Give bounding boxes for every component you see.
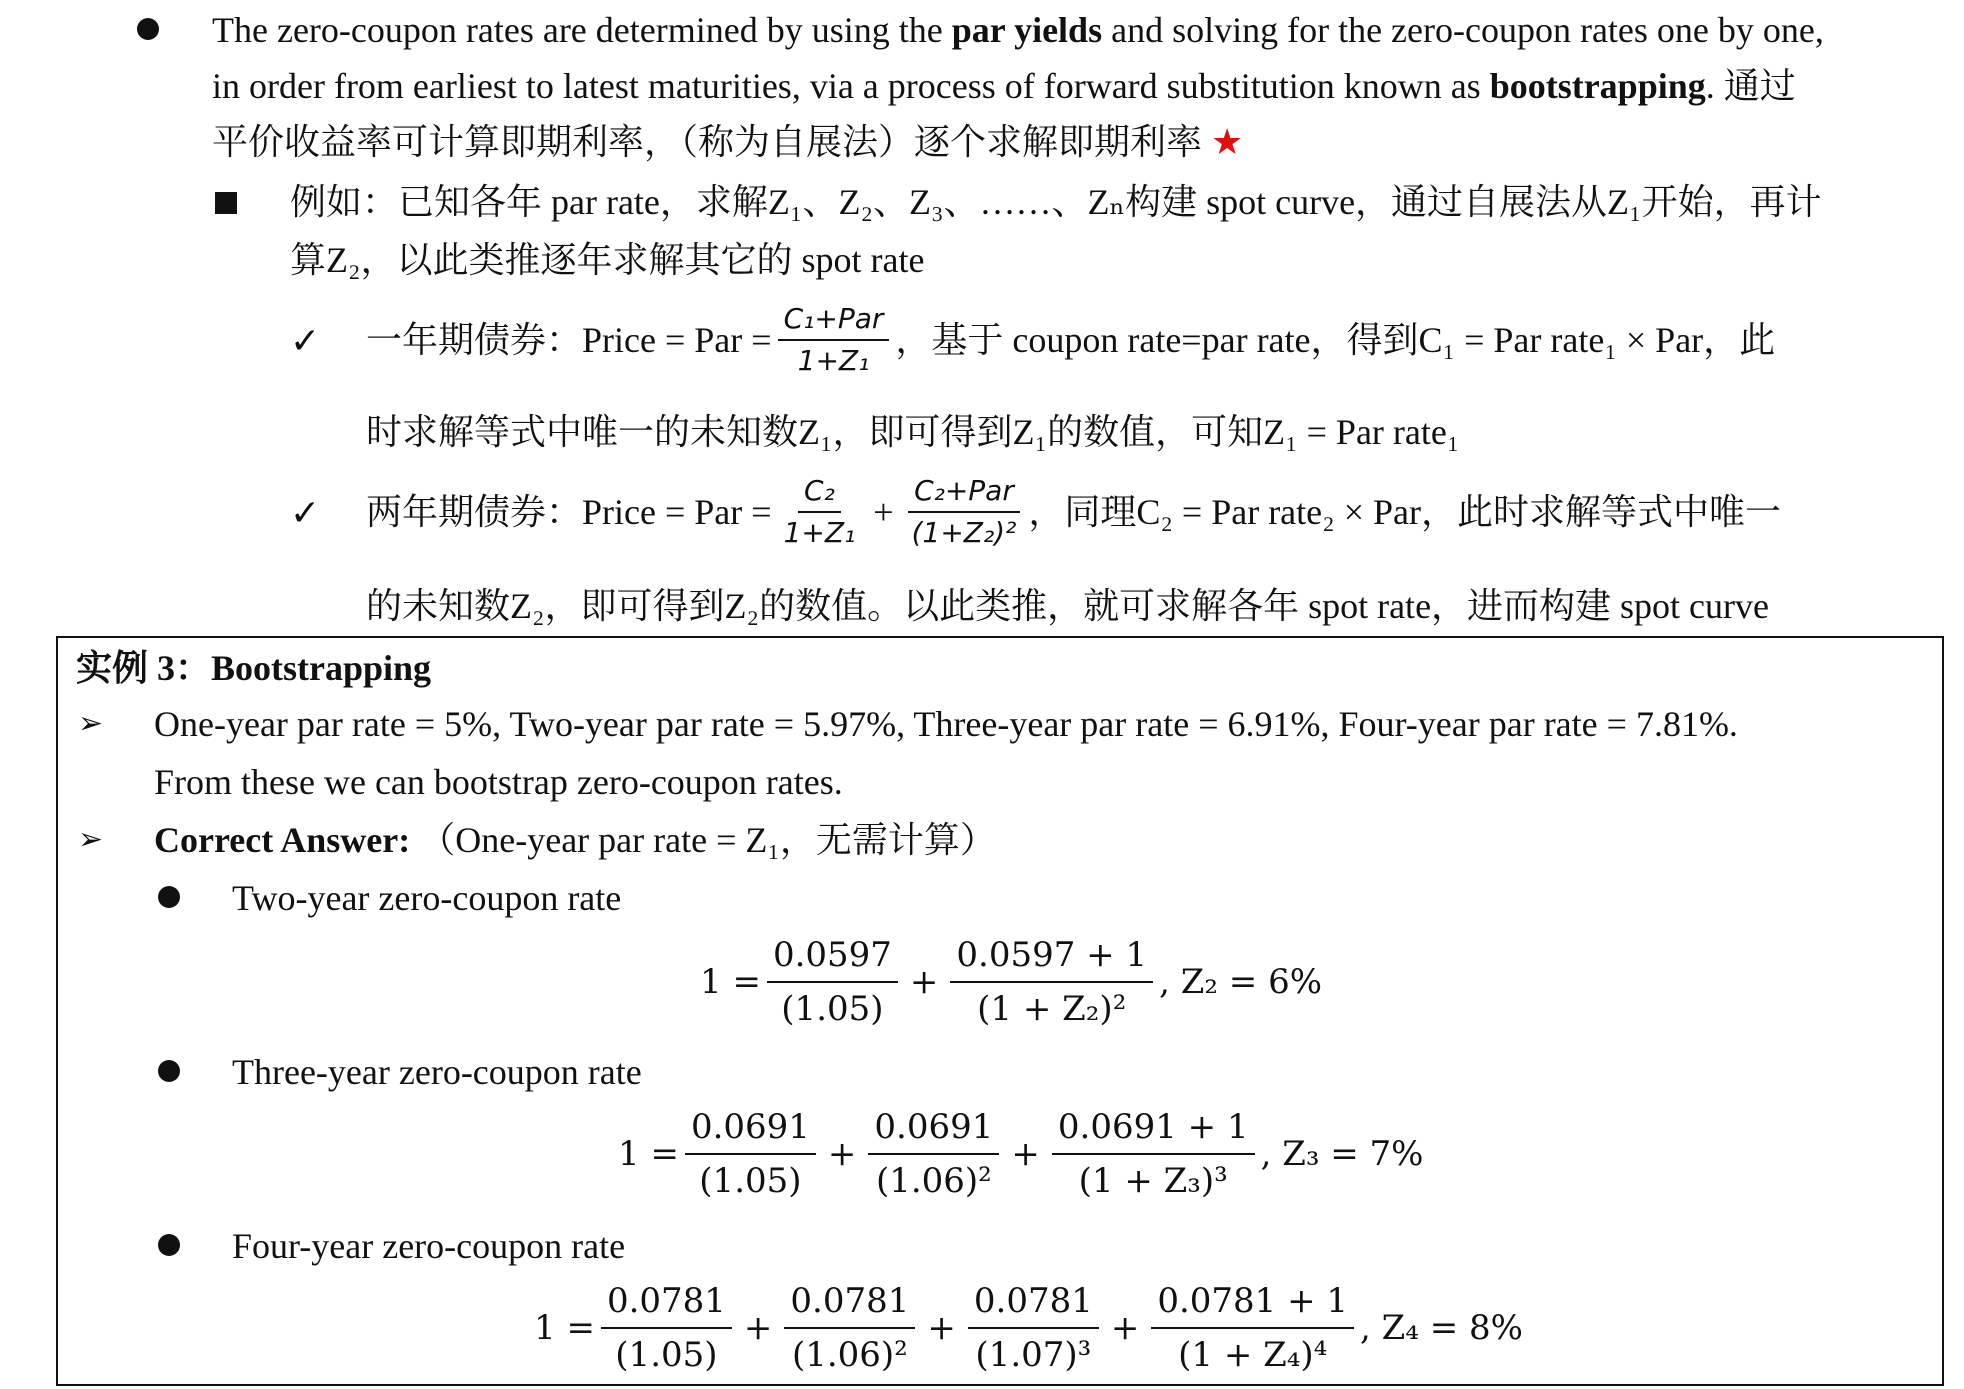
term-bootstrapping: bootstrapping xyxy=(1489,66,1706,106)
equation-fraction xyxy=(950,932,1153,1032)
intro-text: The zero-coupon rates are determined by using the xyxy=(212,10,952,50)
par-rates-text: One-year par rate = 5%, Two-year par rate = 5.97%, Three-year par rate = 6.91%, Four-year par rate = 7.81%. xyxy=(154,704,1738,744)
example-text: 算Z₂，以此类推逐年求解其它的 spot rate xyxy=(290,240,925,280)
fraction-numerator: 0.0781 xyxy=(601,1278,732,1329)
two-year-line-2 xyxy=(366,578,1769,634)
equation-fraction xyxy=(968,1278,1099,1378)
checkmark-icon: ✓ xyxy=(290,493,321,534)
fraction-denominator: (1 + Z₃)³ xyxy=(1078,1161,1228,1201)
fraction-denominator: (1.05) xyxy=(781,989,884,1029)
equation-fraction xyxy=(767,932,898,1032)
two-year-prefix: 两年期债券：Price = Par = xyxy=(366,492,772,532)
bullet-dot-icon xyxy=(158,1060,180,1082)
fraction-denominator: (1+Z₂)² xyxy=(911,516,1017,549)
equation-result: , Z₄ = 8% xyxy=(1360,1308,1523,1348)
answer-note: （One-year par rate = Z₁，无需计算） xyxy=(419,820,996,860)
fraction-denominator: (1.07)³ xyxy=(975,1335,1092,1375)
fraction-denominator: 1+Z₁ xyxy=(797,344,870,377)
arrow-bullet-icon: ➢ xyxy=(78,822,104,857)
plus-sign: + xyxy=(873,492,894,532)
box-title xyxy=(76,640,431,696)
one-year-fraction xyxy=(778,302,890,378)
term-par-yields: par yields xyxy=(951,10,1103,50)
equation-fraction xyxy=(1052,1104,1255,1204)
four-year-zero-label xyxy=(232,1218,625,1274)
fraction-numerator: 0.0691 + 1 xyxy=(1052,1104,1255,1155)
fraction-numerator: 0.0597 + 1 xyxy=(950,932,1153,983)
intro-text: in order from earliest to latest maturities, via a process of forward substitution known as xyxy=(212,66,1490,106)
two-year-line-1 xyxy=(366,474,1781,550)
box-para-line-2 xyxy=(154,754,843,810)
box-para-line-1 xyxy=(154,696,1738,752)
equation-lhs: 1 = xyxy=(618,1134,679,1174)
equation-fraction xyxy=(784,1278,915,1378)
fraction-numerator: C₁+Par xyxy=(778,302,890,341)
fraction-numerator: 0.0781 xyxy=(784,1278,915,1329)
intro-text-cn: 平价收益率可计算即期利率，（称为自展法）逐个求解即期利率 xyxy=(212,122,1203,162)
fraction-denominator: (1 + Z₄)⁴ xyxy=(1178,1335,1328,1375)
equation-result: , Z₂ = 6% xyxy=(1159,962,1323,1002)
fraction-denominator: 1+Z₁ xyxy=(783,516,856,549)
plus-sign: + xyxy=(927,1308,956,1348)
fraction-denominator: (1.05) xyxy=(699,1161,802,1201)
equation-fraction xyxy=(868,1104,999,1204)
par-rates-text: From these we can bootstrap zero-coupon rates. xyxy=(154,762,843,802)
intro-line-2 xyxy=(212,58,1796,114)
equation-fraction xyxy=(1151,1278,1354,1378)
one-year-line-1 xyxy=(366,302,1775,378)
square-bullet-icon xyxy=(215,192,237,214)
label-text: Three-year zero-coupon rate xyxy=(232,1052,642,1092)
fraction-numerator: 0.0597 xyxy=(767,932,898,983)
example-text: 例如：已知各年 par rate，求解Z₁、Z₂、Z₃、……、Zₙ构建 spot curve，通过自展法从Z₁开始，再计 xyxy=(290,182,1822,222)
fraction-numerator: 0.0691 xyxy=(685,1104,816,1155)
bullet-dot-icon xyxy=(137,18,159,40)
fraction-numerator: 0.0691 xyxy=(868,1104,999,1155)
equation-three-year xyxy=(618,1104,1424,1204)
fraction-denominator: (1 + Z₂)² xyxy=(977,989,1127,1029)
three-year-zero-label xyxy=(232,1044,642,1100)
one-year-prefix: 一年期债券：Price = Par = xyxy=(366,320,772,360)
two-year-fraction-2 xyxy=(906,474,1023,550)
plus-sign: + xyxy=(1110,1308,1140,1348)
label-text: Four-year zero-coupon rate xyxy=(232,1226,626,1266)
equation-fraction xyxy=(685,1104,816,1204)
label-text: Two-year zero-coupon rate xyxy=(232,878,622,918)
example-line-1 xyxy=(290,174,1822,230)
example-line-2 xyxy=(290,232,925,288)
intro-text: . 通过 xyxy=(1705,66,1796,106)
plus-sign: + xyxy=(1011,1134,1040,1174)
two-year-suffix: ，同理C₂ = Par rate₂ × Par，此时求解等式中唯一 xyxy=(1028,492,1781,532)
answer-line xyxy=(154,812,996,868)
equation-four-year xyxy=(534,1278,1523,1378)
star-icon: ★ xyxy=(1211,122,1244,163)
intro-text: and solving for the zero-coupon rates one by one, xyxy=(1102,10,1824,50)
bullet-dot-icon xyxy=(158,1234,180,1256)
bullet-dot-icon xyxy=(158,886,180,908)
intro-line-3 xyxy=(212,114,1243,171)
one-year-line-2 xyxy=(366,404,1459,460)
one-year-suffix: ，基于 coupon rate=par rate，得到C₁ = Par rate₁ × Par，此 xyxy=(895,320,1776,360)
fraction-numerator: 0.0781 xyxy=(968,1278,1099,1329)
fraction-denominator: (1.06)² xyxy=(791,1335,908,1375)
two-year-fraction-1 xyxy=(778,474,862,550)
fraction-numerator: C₂+Par xyxy=(908,474,1020,513)
fraction-denominator: (1.06)² xyxy=(875,1161,992,1201)
plus-sign: + xyxy=(827,1134,857,1174)
equation-lhs: 1 = xyxy=(700,962,761,1002)
fraction-numerator: C₂ xyxy=(798,474,841,513)
checkmark-icon: ✓ xyxy=(290,321,321,362)
equation-result: , Z₃ = 7% xyxy=(1260,1134,1424,1174)
equation-fraction xyxy=(601,1278,732,1378)
two-year-zero-label xyxy=(232,870,621,926)
arrow-bullet-icon: ➢ xyxy=(78,706,104,741)
plus-sign: + xyxy=(743,1308,773,1348)
two-year-text: 的未知数Z₂，即可得到Z₂的数值。以此类推，就可求解各年 spot rate，进而构建 spot curve xyxy=(366,586,1769,626)
intro-line-1 xyxy=(212,2,1824,58)
answer-label: Correct Answer: xyxy=(154,820,411,860)
equation-lhs: 1 = xyxy=(534,1308,595,1348)
box-title-text: 实例 3：Bootstrapping xyxy=(76,648,432,688)
one-year-text: 时求解等式中唯一的未知数Z₁，即可得到Z₁的数值，可知Z₁ = Par rate₁ xyxy=(366,412,1460,452)
fraction-denominator: (1.05) xyxy=(615,1335,718,1375)
plus-sign: + xyxy=(909,962,939,1002)
fraction-numerator: 0.0781 + 1 xyxy=(1151,1278,1354,1329)
equation-two-year xyxy=(700,932,1322,1032)
